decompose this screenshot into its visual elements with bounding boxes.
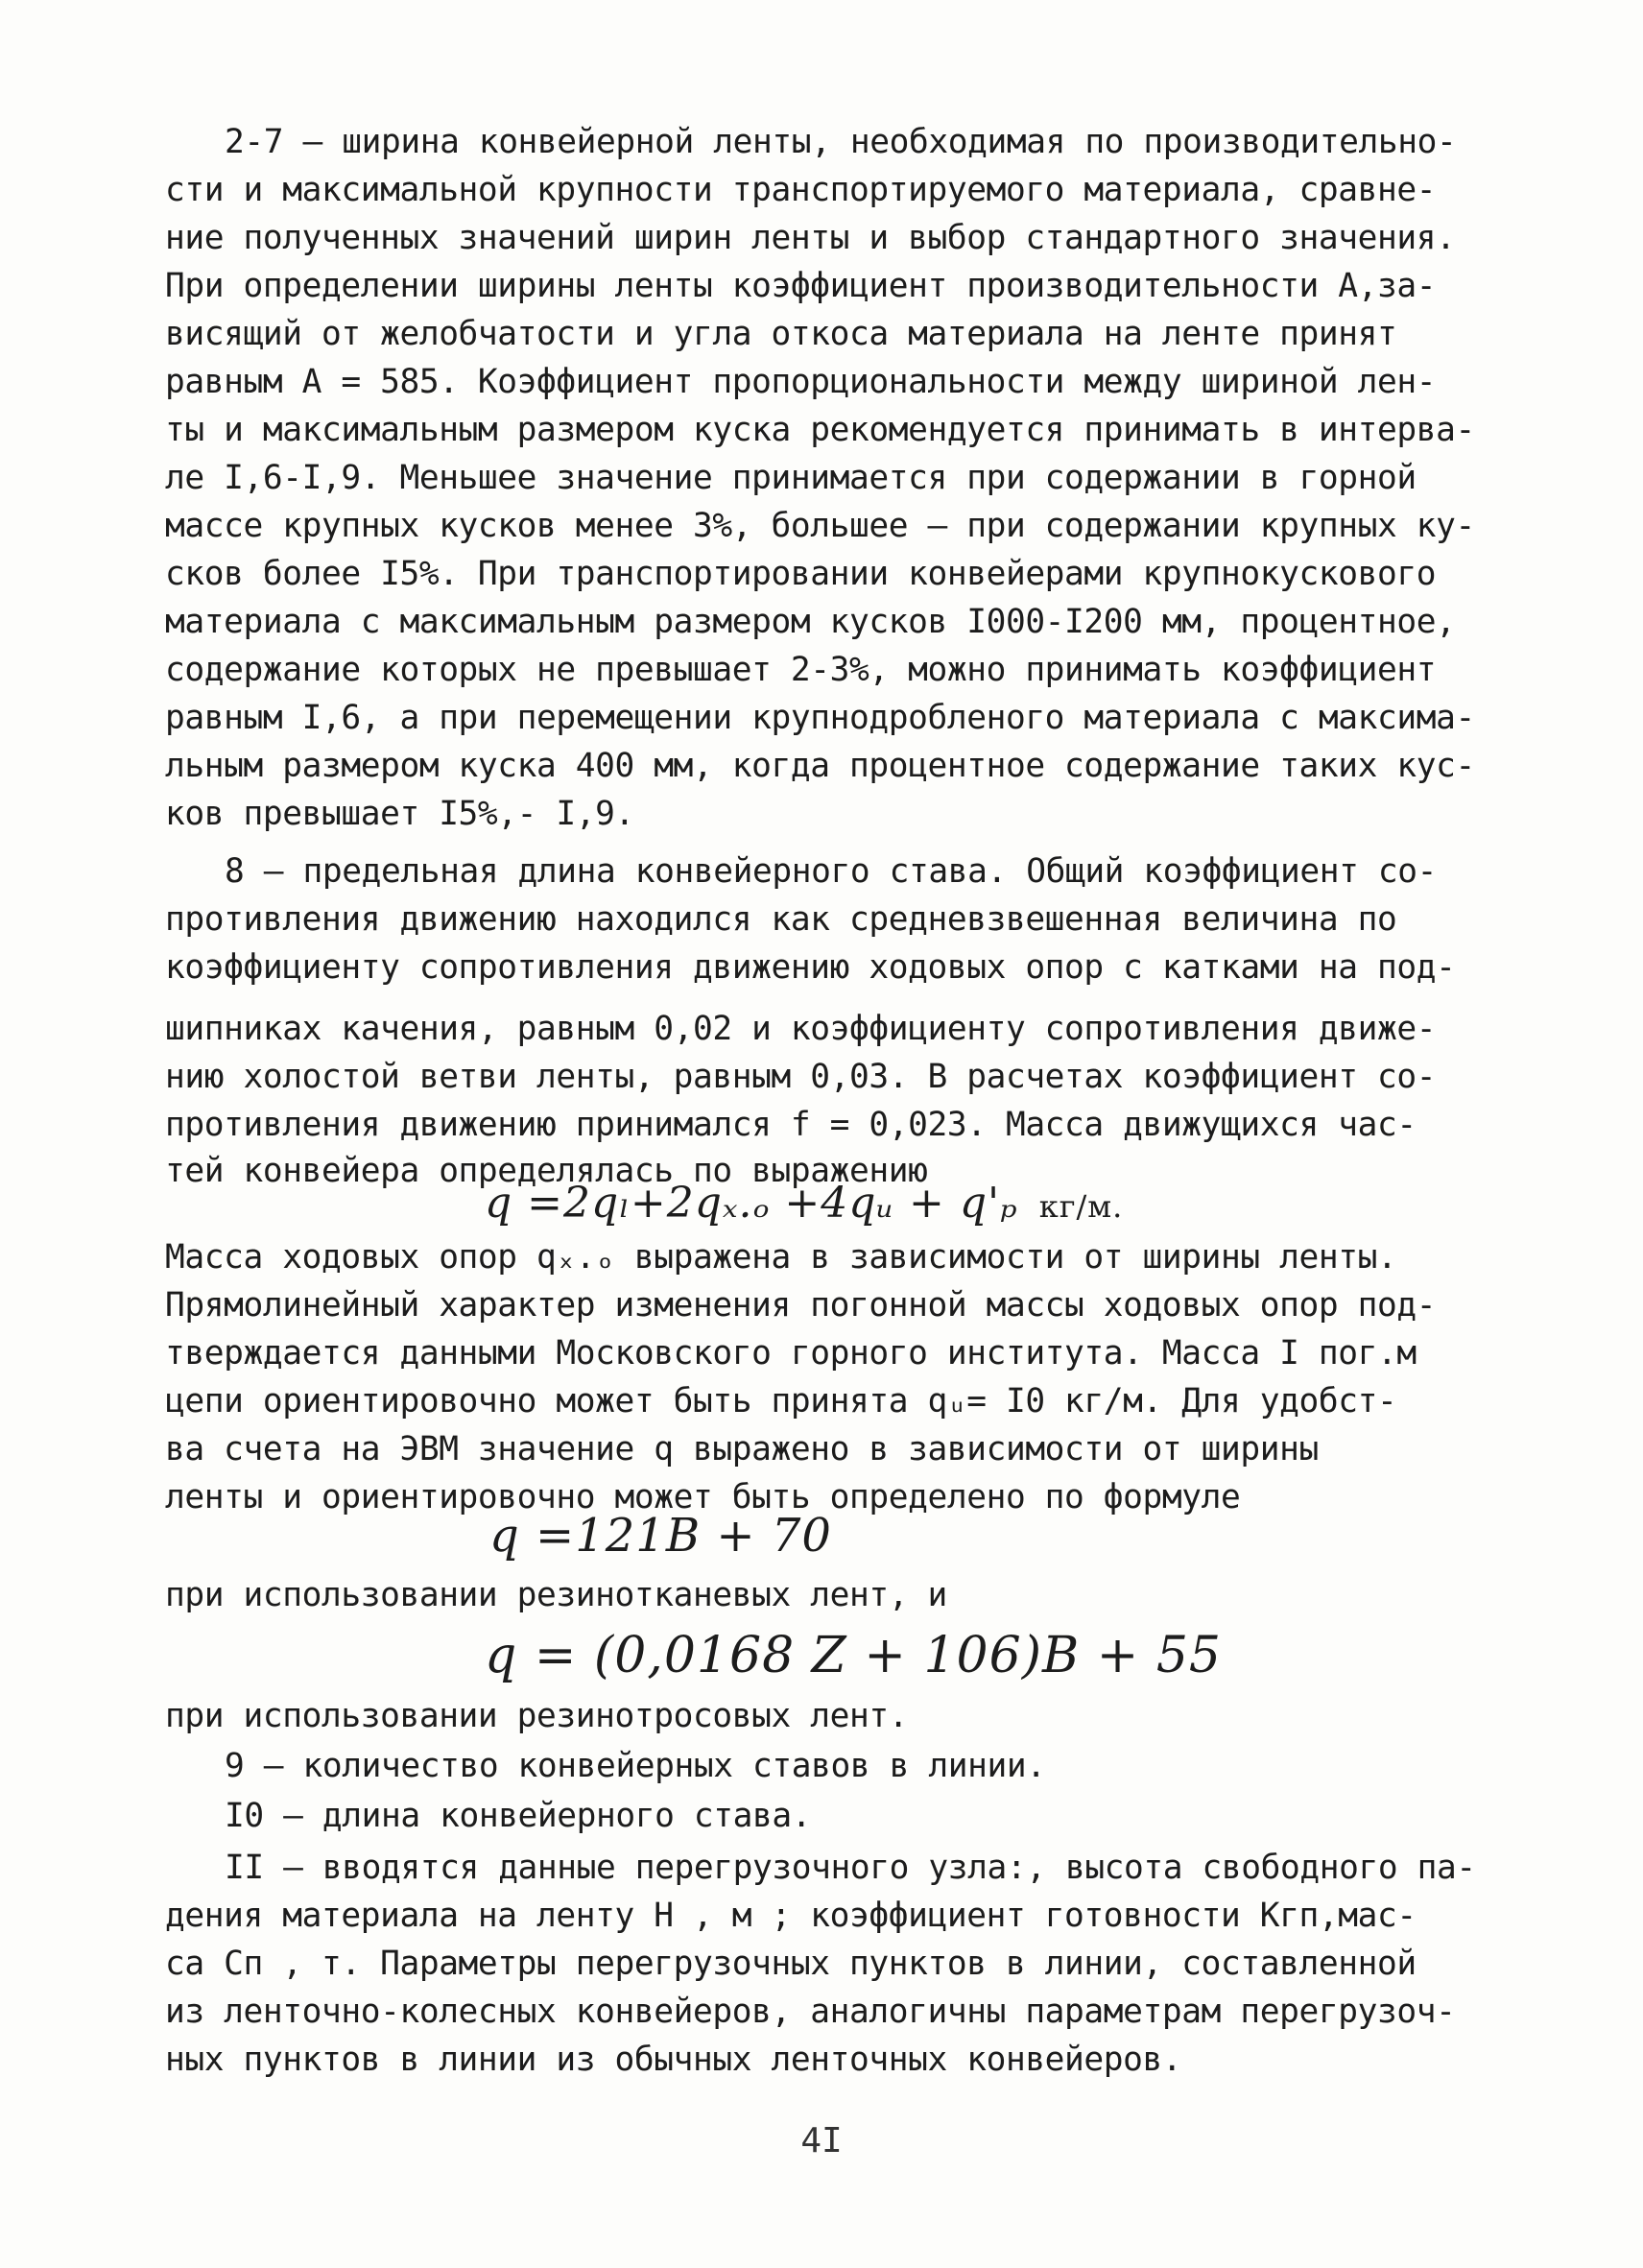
page-number: 4I bbox=[800, 2121, 843, 2161]
formula-expression: q =2qₗ+2qₓ.ₒ +4qᵤ + q'ₚ bbox=[485, 1179, 1018, 1228]
text-line: I0 – длина конвейерного става. bbox=[225, 1797, 812, 1835]
text-line: При определении ширины ленты коэффициент производительности A,за- bbox=[165, 267, 1437, 305]
text-line: ле I,6-I,9. Меньшее значение принимается при содержании в горной bbox=[165, 459, 1417, 497]
text-line: содержание которых не превышает 2-3%, можно принимать коэффициент bbox=[165, 651, 1437, 689]
text-line: дения материала на ленту H , м ; коэффициент готовности Kгп,мас- bbox=[165, 1897, 1417, 1935]
text-line: Масса ходовых опор qₓ.ₒ выражена в зависимости от ширины ленты. bbox=[165, 1238, 1397, 1277]
text-line: нию холостой ветви ленты, равным 0,03. В расчетах коэффициент со- bbox=[165, 1058, 1437, 1096]
text-line: ние полученных значений ширин ленты и выбор стандартного значения. bbox=[165, 219, 1456, 257]
text-line: при использовании резинотросовых лент. bbox=[165, 1697, 909, 1735]
text-line: при использовании резинотканевых лент, и bbox=[165, 1576, 947, 1614]
formula-rubber-cable: q = (0,0168 Z + 106)B + 55 bbox=[485, 1627, 1222, 1684]
text-line: цепи ориентировочно может быть принята qᵤ= I0 кг/м. Для удобст- bbox=[165, 1382, 1397, 1420]
text-line: 8 – предельная длина конвейерного става. Общий коэффициент со- bbox=[225, 852, 1437, 891]
text-line: из ленточно-колесных конвейеров, аналогичны параметрам перегрузоч- bbox=[165, 1993, 1456, 2031]
text-line: противления движению находился как средневзвешенная величина по bbox=[165, 900, 1397, 939]
text-line: висящий от желобчатости и угла откоса материала на ленте принят bbox=[165, 315, 1397, 353]
text-line: ных пунктов в линии из обычных ленточных конвейеров. bbox=[165, 2041, 1182, 2079]
text-line: массе крупных кусков менее 3%, большее – при содержании крупных ку- bbox=[165, 507, 1475, 545]
text-line: тей конвейера определялась по выражению bbox=[165, 1152, 928, 1190]
text-line: ты и максимальным размером куска рекомендуется принимать в интерва- bbox=[165, 411, 1475, 449]
formula-rubber-fabric: q =121B + 70 bbox=[489, 1509, 832, 1563]
text-line: ленты и ориентировочно может быть определено по формуле bbox=[165, 1478, 1241, 1516]
formula-unit: кг/м. bbox=[1038, 1188, 1124, 1225]
text-line: равным A = 585. Коэффициент пропорциональности между шириной лен- bbox=[165, 363, 1437, 401]
text-line: противления движению принимался f = 0,023. Масса движущихся час- bbox=[165, 1106, 1417, 1144]
text-line: тверждается данными Московского горного института. Масса I пог.м bbox=[165, 1334, 1417, 1373]
text-line: коэффициенту сопротивления движению ходовых опор с катками на под- bbox=[165, 948, 1456, 987]
text-line: ков превышает I5%,- I,9. bbox=[165, 795, 634, 833]
text-line: шипниках качения, равным 0,02 и коэффициенту сопротивления движе- bbox=[165, 1010, 1437, 1048]
text-line: са Cп , т. Параметры перегрузочных пунктов в линии, составленной bbox=[165, 1945, 1417, 1983]
text-line: материала с максимальным размером кусков I000-I200 мм, процентное, bbox=[165, 603, 1456, 641]
text-line: сков более I5%. При транспортировании конвейерами крупнокускового bbox=[165, 555, 1437, 593]
text-line: 9 – количество конвейерных ставов в линии. bbox=[225, 1747, 1046, 1785]
text-line: ва счета на ЭВМ значение q выражено в зависимости от ширины bbox=[165, 1430, 1319, 1468]
text-line: II – вводятся данные перегрузочного узла:, высота свободного па- bbox=[225, 1849, 1476, 1887]
text-line: Прямолинейный характер изменения погонной массы ходовых опор под- bbox=[165, 1286, 1437, 1325]
formula-mass-moving-parts bbox=[485, 1179, 1123, 1228]
text-line: льным размером куска 400 мм, когда процентное содержание таких кус- bbox=[165, 747, 1475, 785]
text-line: сти и максимальной крупности транспортируемого материала, сравне- bbox=[165, 171, 1437, 209]
text-line: 2-7 – ширина конвейерной ленты, необходимая по производительно- bbox=[225, 123, 1457, 161]
text-line: равным I,6, а при перемещении крупнодробленого материала с максима- bbox=[165, 699, 1475, 737]
